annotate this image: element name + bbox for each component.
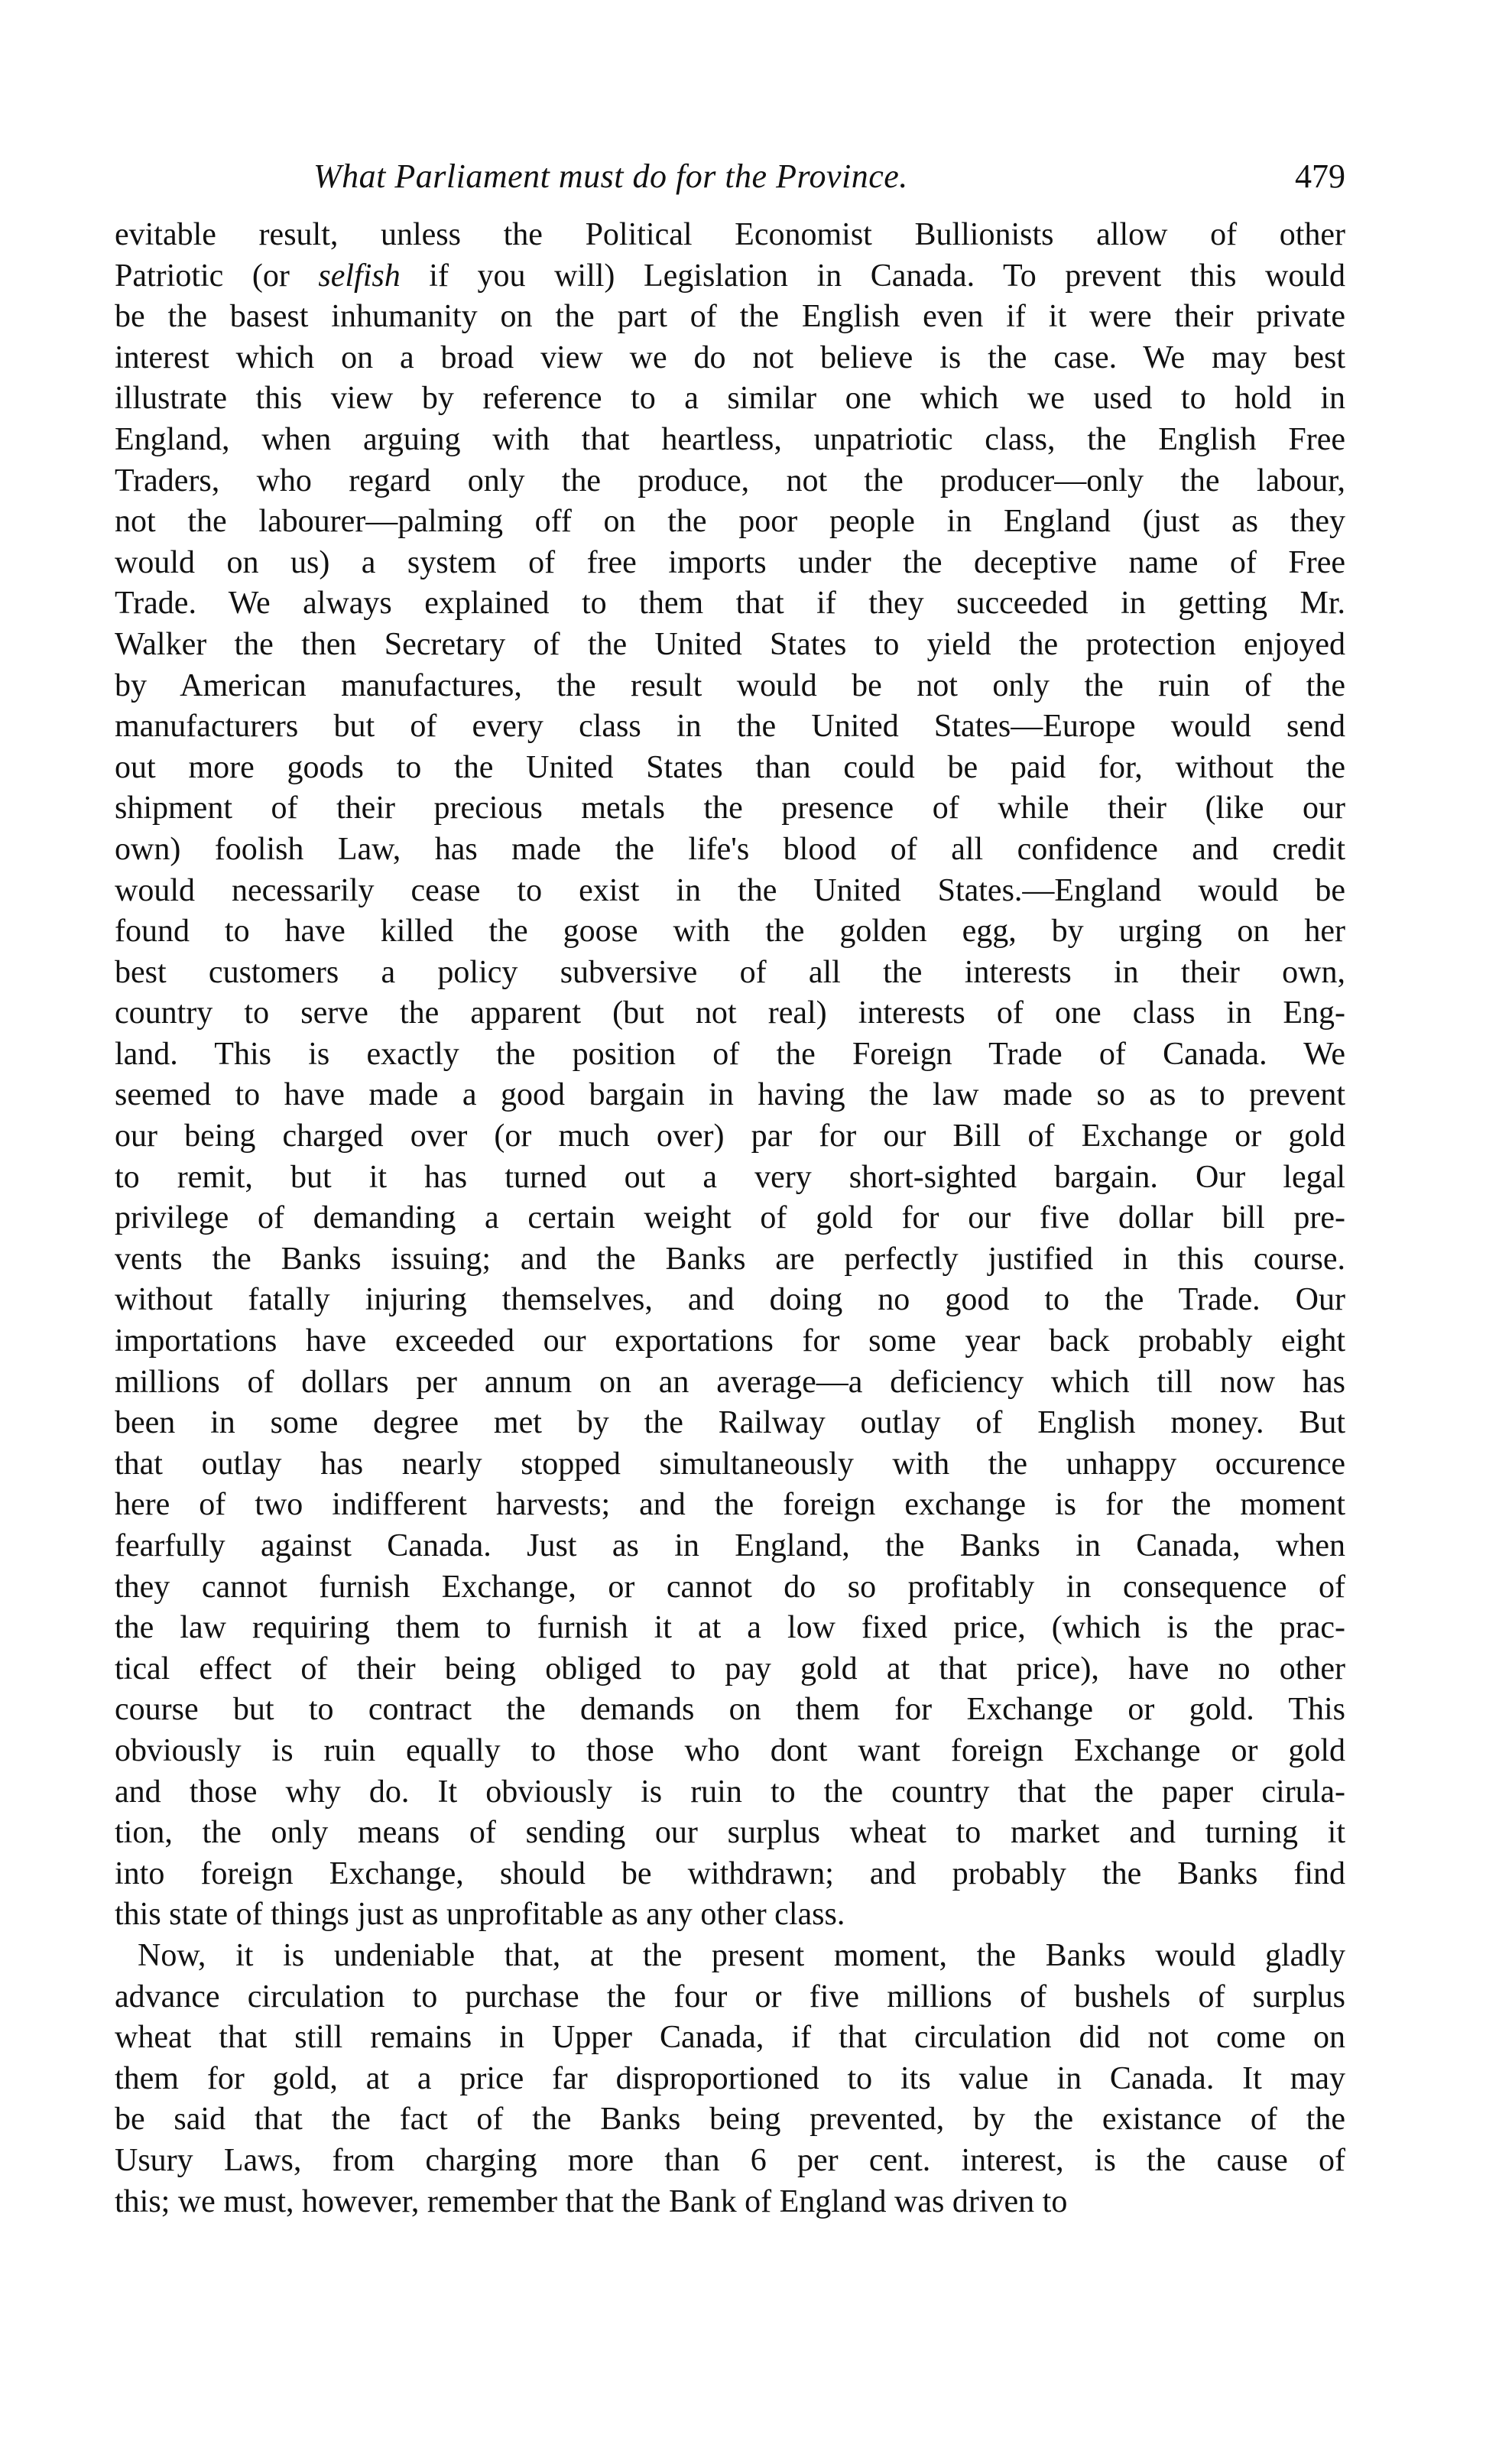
body-text bbox=[115, 215, 1345, 2222]
text-line: and those why do. It obviously is ruin to the country that the paper cirula- bbox=[115, 1774, 1345, 1810]
running-title: What Parliament must do for the Province. bbox=[313, 157, 908, 195]
paragraph bbox=[115, 215, 1345, 1936]
text-line: found to have killed the goose with the golden egg, by urging on her bbox=[115, 914, 1345, 950]
text-line: Patriotic (or selfish if you will) Legislation in Canada. To prevent this would bbox=[115, 258, 1345, 294]
text-line: Now, it is undeniable that, at the present moment, the Banks would gladly bbox=[138, 1937, 1345, 1973]
text-line: to remit, but it has turned out a very short-sighted bargain. Our legal bbox=[115, 1159, 1345, 1195]
text-line: be the basest inhumanity on the part of the English even if it were their private bbox=[115, 299, 1345, 335]
text-line: out more goods to the United States than could be paid for, without the bbox=[115, 749, 1345, 785]
text-line: fearfully against Canada. Just as in England, the Banks in Canada, when bbox=[115, 1528, 1345, 1563]
text-line: evitable result, unless the Political Economist Bullionists allow of other bbox=[115, 217, 1345, 252]
text-line: into foreign Exchange, should be withdrawn; and probably the Banks find bbox=[115, 1855, 1345, 1891]
text-line: millions of dollars per annum on an average—a deficiency which till now has bbox=[115, 1364, 1345, 1400]
text-line: vents the Banks issuing; and the Banks are perfectly justified in this course. bbox=[115, 1241, 1345, 1277]
text-line: best customers a policy subversive of all the interests in their own, bbox=[115, 954, 1345, 990]
text-line: this; we must, however, remember that the Bank of England was driven to bbox=[115, 2183, 1068, 2219]
text-line: privilege of demanding a certain weight of gold for our five dollar bill pre- bbox=[115, 1200, 1345, 1236]
text-line: would on us) a system of free imports under the deceptive name of Free bbox=[115, 544, 1345, 580]
text-line: that outlay has nearly stopped simultaneously with the unhappy occurence bbox=[115, 1446, 1345, 1482]
text-line: tion, the only means of sending our surplus wheat to market and turning it bbox=[115, 1815, 1345, 1851]
text-line: tical effect of their being obliged to pay gold at that price), have no other bbox=[115, 1651, 1345, 1686]
text-line: obviously is ruin equally to those who dont want foreign Exchange or gold bbox=[115, 1732, 1345, 1768]
text-line: without fatally injuring themselves, and doing no good to the Trade. Our bbox=[115, 1282, 1345, 1318]
paragraph bbox=[115, 1936, 1345, 2222]
text-line: interest which on a broad view we do not believe is the case. We may best bbox=[115, 339, 1345, 375]
text-line: course but to contract the demands on them for Exchange or gold. This bbox=[115, 1692, 1345, 1728]
page-header bbox=[115, 157, 1345, 210]
page-number: 479 bbox=[1295, 157, 1345, 195]
text-line: be said that the fact of the Banks being prevented, by the existance of the bbox=[115, 2102, 1345, 2138]
text-line: our being charged over (or much over) par for our Bill of Exchange or gold bbox=[115, 1118, 1345, 1154]
book-page bbox=[115, 157, 1345, 2222]
text-line: this state of things just as unprofitable as any other class. bbox=[115, 1897, 845, 1933]
text-line: wheat that still remains in Upper Canada, if that circulation did not come on bbox=[115, 2020, 1345, 2056]
text-line: shipment of their precious metals the presence of while their (like our bbox=[115, 790, 1345, 826]
text-line: advance circulation to purchase the four or five millions of bushels of surplus bbox=[115, 1979, 1345, 2014]
text-line: Usury Laws, from charging more than 6 per cent. interest, is the cause of bbox=[115, 2142, 1345, 2178]
text-line: would necessarily cease to exist in the United States.—England would be bbox=[115, 872, 1345, 908]
text-line: importations have exceeded our exportations for some year back probably eight bbox=[115, 1323, 1345, 1359]
text-line: land. This is exactly the position of the Foreign Trade of Canada. We bbox=[115, 1036, 1345, 1072]
text-line: the law requiring them to furnish it at a low fixed price, (which is the prac- bbox=[115, 1610, 1345, 1646]
text-line: manufacturers but of every class in the United States—Europe would send bbox=[115, 709, 1345, 745]
text-line: seemed to have made a good bargain in having the law made so as to prevent bbox=[115, 1077, 1345, 1113]
text-line: illustrate this view by reference to a similar one which we used to hold in bbox=[115, 381, 1345, 417]
text-line: Walker the then Secretary of the United States to yield the protection enjoyed bbox=[115, 626, 1345, 662]
text-line: England, when arguing with that heartless, unpatriotic class, the English Free bbox=[115, 421, 1345, 457]
text-line: country to serve the apparent (but not real) interests of one class in Eng- bbox=[115, 995, 1345, 1031]
text-line: been in some degree met by the Railway outlay of English money. But bbox=[115, 1405, 1345, 1441]
text-line: Trade. We always explained to them that if they succeeded in getting Mr. bbox=[115, 586, 1345, 622]
text-line: by American manufactures, the result would be not only the ruin of the bbox=[115, 667, 1345, 703]
text-line: Traders, who regard only the produce, not the producer—only the labour, bbox=[115, 463, 1345, 498]
text-line: not the labourer—palming off on the poor people in England (just as they bbox=[115, 504, 1345, 540]
text-line: they cannot furnish Exchange, or cannot do so profitably in consequence of bbox=[115, 1569, 1345, 1605]
text-line: own) foolish Law, has made the life's blood of all confidence and credit bbox=[115, 831, 1345, 867]
text-line: them for gold, at a price far disproportioned to its value in Canada. It may bbox=[115, 2060, 1345, 2096]
text-line: here of two indifferent harvests; and the foreign exchange is for the moment bbox=[115, 1487, 1345, 1523]
